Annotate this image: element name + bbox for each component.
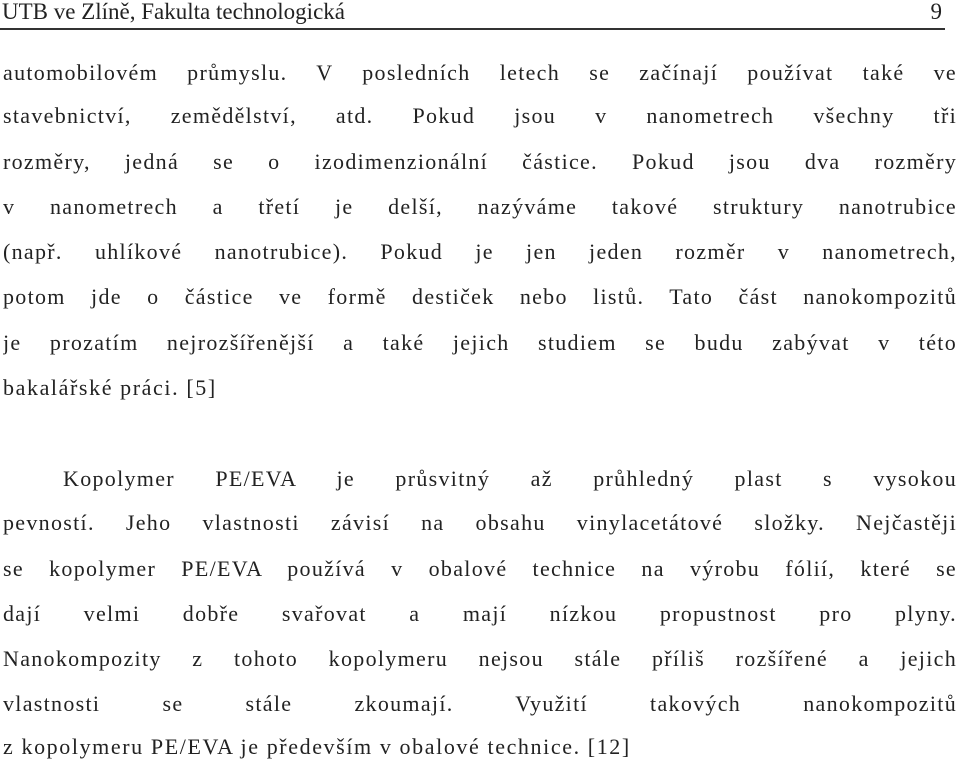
- paragraph-1-line-8: bakalářské práci. [5]: [3, 375, 217, 400]
- paragraph-1-line-1: automobilovém průmyslu. V posledních letech se začínají používat také ve: [3, 60, 957, 85]
- paragraph-1-line-3: rozměry, jedná se o izodimenzionální částice. Pokud jsou dva rozměry: [3, 149, 957, 174]
- paragraph-1-line-2: stavebnictví, zemědělství, atd. Pokud jsou v nanometrech všechny tři: [3, 103, 957, 128]
- paragraph-1-line-5: (např. uhlíkové nanotrubice). Pokud je jen jeden rozměr v nanometrech,: [3, 239, 957, 264]
- paragraph-2-line-6: vlastnosti se stále zkoumají. Využití takových nanokompozitů: [3, 691, 957, 716]
- paragraph-2-line-7: z kopolymeru PE/EVA je především v obalové technice. [12]: [3, 734, 631, 759]
- page-header: [0, 0, 945, 30]
- paragraph-2-line-3: se kopolymer PE/EVA používá v obalové technice na výrobu fólií, které se: [3, 556, 957, 581]
- header-title: UTB ve Zlíně, Fakulta technologická: [2, 0, 345, 24]
- paragraph-1-line-4: v nanometrech a třetí je delší, nazýváme takové struktury nanotrubice: [3, 194, 957, 219]
- paragraph-2-line-1: Kopolymer PE/EVA je průsvitný až průhledný plast s vysokou: [63, 466, 957, 491]
- page-number: 9: [930, 0, 942, 24]
- paragraph-2-line-5: Nanokompozity z tohoto kopolymeru nejsou stále příliš rozšířené a jejich: [3, 646, 957, 671]
- paragraph-2-line-2: pevností. Jeho vlastnosti závisí na obsahu vinylacetátové složky. Nejčastěji: [3, 510, 957, 535]
- paragraph-2-line-4: dají velmi dobře svařovat a mají nízkou propustnost pro plyny.: [3, 601, 957, 626]
- paragraph-1-line-6: potom jde o částice ve formě destiček nebo listů. Tato část nanokompozitů: [3, 284, 957, 309]
- paragraph-1-line-7: je prozatím nejrozšířenější a také jejich studiem se budu zabývat v této: [3, 330, 957, 355]
